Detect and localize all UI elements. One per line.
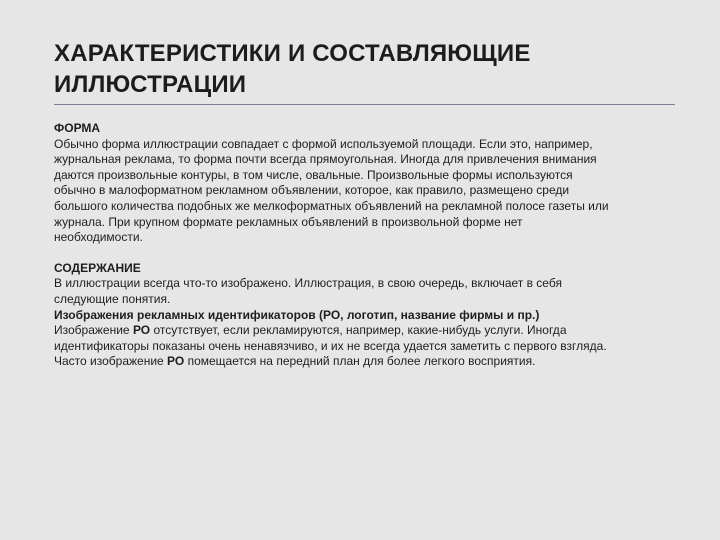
identifiers-text-2: отсутствует, если рекламируются, например, какие-нибудь услуги. Иногда идентификаторы показаны очень ненавязчиво, и их не всегда удается заметить с первого взгляда. Часто изображение (54, 323, 607, 369)
form-paragraph: Обычно форма иллюстрации совпадает с формой используемой площади. Если это, например, журнальная реклама, то форма почти всегда прямоугольная. Иногда для привлечения внимания даются произвольные контуры, в том числе, овальные. Произвольные формы используются обычно в малоформатном рекламном объявлении, которое, как правило, размещено среди большого количества подобных же мелкоформатных объявлений на рекламной полосе газеты или журнала. При крупном формате рекламных объявлений в произвольной форме нет необходимости. (54, 136, 609, 245)
slide-body (54, 121, 614, 370)
content-intro: В иллюстрации всегда что-то изображено. Иллюстрация, в свою очередь, включает в себя следующие понятия. (54, 276, 562, 306)
slide-title: ХАРАКТЕРИСТИКИ И СОСТАВЛЯЮЩИЕ ИЛЛЮСТРАЦИИ (54, 40, 531, 98)
identifiers-subheading: Изображения рекламных идентификаторов (РО, логотип, название фирмы и пр.) (54, 307, 540, 322)
form-heading: ФОРМА (54, 121, 101, 135)
content-heading: СОДЕРЖАНИЕ (54, 260, 141, 275)
identifiers-text-1: Изображение (54, 323, 133, 338)
title-divider (54, 104, 675, 105)
ro-term: РО (132, 323, 151, 338)
section-gap (54, 246, 614, 261)
identifiers-paragraph (54, 323, 614, 370)
ro-term-2: РО (167, 354, 185, 369)
identifiers-text-3: помещается на передний план для более легкого восприятия. (184, 354, 536, 369)
